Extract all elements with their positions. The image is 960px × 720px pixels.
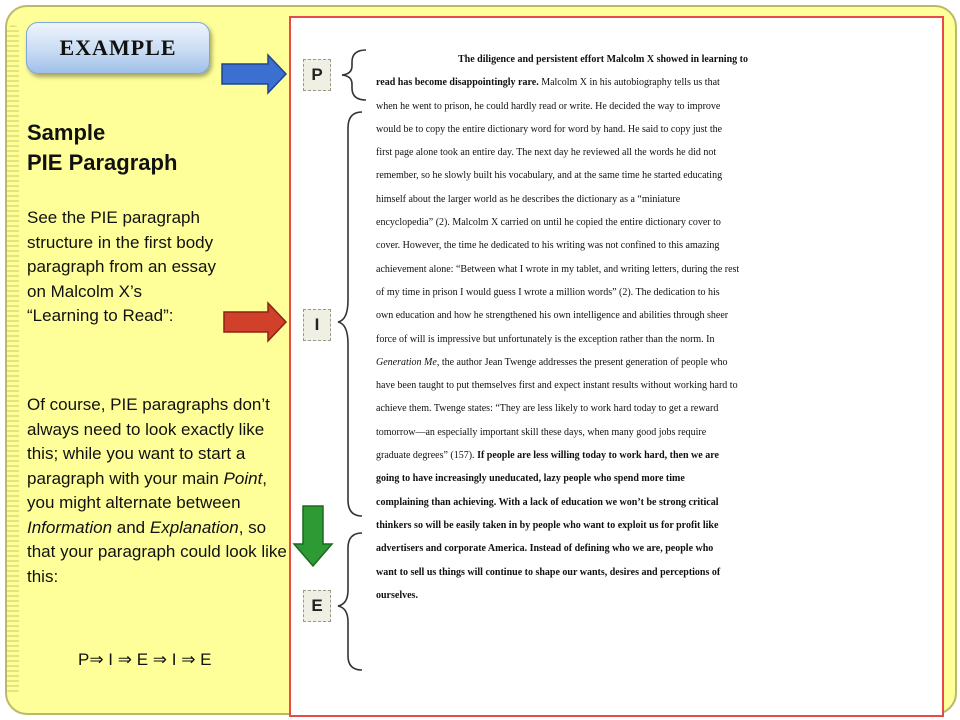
essay-line bbox=[376, 71, 936, 94]
note-information-term: Information bbox=[27, 517, 113, 537]
essay-text-bold: read has become disappointingly rare. bbox=[376, 77, 539, 89]
essay-paragraph bbox=[376, 48, 936, 607]
essay-line: own education and how he strengthened his own intelligence and abilities through sheer bbox=[376, 310, 729, 322]
essay-line: The diligence and persistent effort Malcolm X showed in learning to bbox=[458, 54, 748, 65]
essay-line: want to sell us things will continue to shape our wants, desires and perceptions of bbox=[376, 566, 721, 578]
essay-line: achievement alone: “Between what I wrote in my tablet, and writing letters, during the rest bbox=[376, 263, 740, 275]
brace-p bbox=[342, 50, 366, 100]
essay-line: encyclopedia” (2). Malcolm X carried on until he copied the entire dictionary cover to bbox=[376, 217, 721, 229]
essay-text: graduate degrees” (157). bbox=[376, 450, 478, 462]
essay-line: have been taught to put themselves first and expect instant results without working hard to bbox=[376, 380, 738, 392]
essay-line: remember, so he slowly built his vocabulary, and at the same time he started educating bbox=[376, 170, 723, 182]
essay-line: advertisers and corporate America. Instead of defining who we are, people who bbox=[376, 543, 714, 555]
label-i: I bbox=[303, 309, 331, 341]
essay-line: complaining than achieving. With a lack of education we won’t be strong critical bbox=[376, 496, 719, 508]
essay-line: going to have increasingly uneducated, lazy people who spend more time bbox=[376, 473, 685, 485]
note-point-term: Point bbox=[223, 468, 263, 488]
essay-line: when he went to prison, he could hardly read or write. He decided the way to improve bbox=[376, 100, 721, 112]
blue-arrow-icon bbox=[222, 55, 286, 93]
green-arrow-icon bbox=[294, 506, 332, 566]
essay-text-bold: If people are less willing today to work hard, then we are bbox=[477, 450, 719, 462]
essay-text: , the author Jean Twenge addresses the present generation of people who bbox=[436, 356, 728, 368]
example-button[interactable]: EXAMPLE bbox=[26, 22, 210, 74]
essay-text: Malcolm X in his autobiography tells us that bbox=[538, 77, 720, 89]
label-e: E bbox=[303, 590, 331, 622]
label-p: P bbox=[303, 59, 331, 91]
brace-e bbox=[338, 533, 362, 670]
note-part: and bbox=[112, 517, 150, 537]
title-line-1: Sample bbox=[27, 120, 106, 145]
pie-formula: P⇒ I ⇒ E ⇒ I ⇒ E bbox=[78, 650, 212, 669]
note-part: Of course, PIE paragraphs don’t always need to look exactly like this; while you want to start a paragraph with your main bbox=[27, 395, 270, 488]
description-text: See the PIE paragraph structure in the first body paragraph from an essay on Malcolm X’s “Learning to Read”: bbox=[27, 208, 216, 325]
essay-line: would be to copy the entire dictionary word for word by hand. He said to copy just the bbox=[376, 123, 723, 135]
brace-i bbox=[338, 112, 362, 516]
note-part: , you might alternate between bbox=[27, 468, 268, 512]
note-part: , so that your paragraph could look like this: bbox=[27, 517, 287, 586]
red-arrow-icon bbox=[224, 303, 286, 341]
essay-line: force of will is impressive but unfortunately is the exception rather than the norm. In bbox=[376, 333, 715, 345]
essay-text-italic: Generation Me bbox=[376, 356, 437, 368]
note-explanation-term: Explanation bbox=[149, 517, 239, 537]
essay-line: first page alone took an entire day. The next day he reviewed all the words he did not bbox=[376, 147, 717, 159]
essay-line: himself about the larger world as he describes the dictionary as a “miniature bbox=[376, 193, 681, 205]
essay-line: cover. However, the time he dedicated to his writing was not confined to this amazing bbox=[376, 240, 720, 252]
essay-line bbox=[376, 351, 936, 374]
essay-line: thinkers so will be easily taken in by people who want to exploit us for profit like bbox=[376, 519, 719, 531]
title-line-2: PIE Paragraph bbox=[27, 150, 178, 175]
essay-line: of my time in prison I would guess I wrote a million words” (2). The dedication to his bbox=[376, 286, 720, 298]
essay-line: tomorrow—an especially important skill these days, when many good jobs require bbox=[376, 426, 707, 438]
essay-line bbox=[376, 444, 936, 467]
essay-line: ourselves. bbox=[376, 589, 418, 601]
essay-line: achieve them. Twenge states: “They are less likely to work hard today to get a reward bbox=[376, 403, 719, 415]
